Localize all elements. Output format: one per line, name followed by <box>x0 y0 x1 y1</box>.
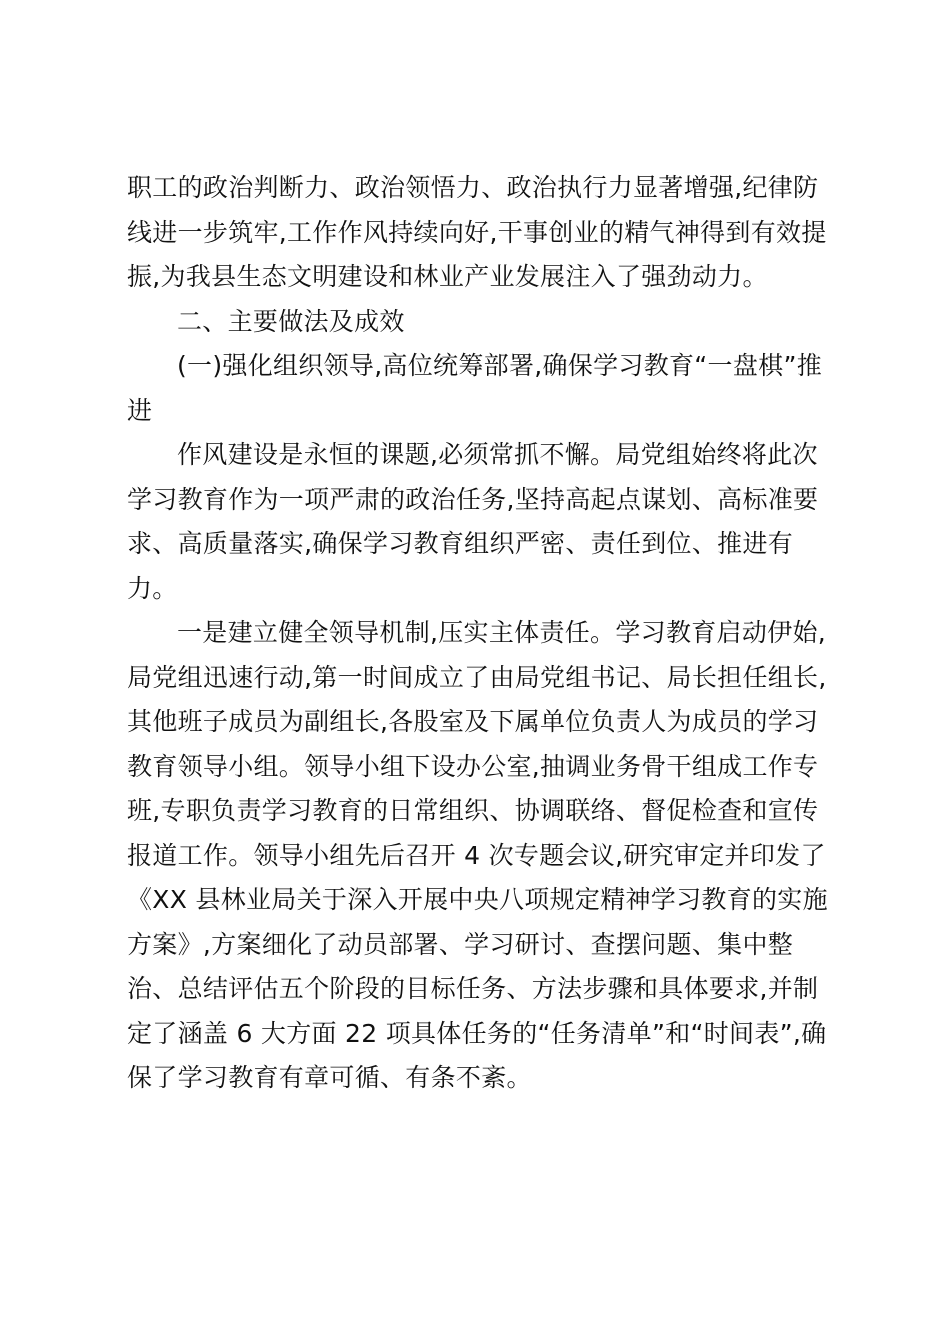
paragraph2-line-1: 一是建立健全领导机制,压实主体责任。学习教育启动伊始, <box>177 618 826 647</box>
subsection-heading-line-1: (一)强化组织领导,高位统筹部署,确保学习教育“一盘棋”推 <box>177 351 823 380</box>
paragraph2-line-5: 班,专职负责学习教育的日常组织、协调联络、督促检查和宣传 <box>127 796 819 825</box>
paragraph1-line-1: 作风建设是永恒的课题,必须常抓不懈。局党组始终将此次 <box>177 440 818 469</box>
section-heading: 二、主要做法及成效 <box>177 306 405 336</box>
paragraph1-line-4: 力。 <box>127 573 178 603</box>
paragraph2-line-6: 报道工作。领导小组先后召开 4 次专题会议,研究审定并印发了 <box>127 840 826 870</box>
paragraph2-line-2: 局党组迅速行动,第一时间成立了由局党组书记、局长担任组长, <box>127 662 827 692</box>
intro-line-3: 振,为我县生态文明建设和林业产业发展注入了强劲动力。 <box>127 262 768 291</box>
paragraph2-line-8: 方案》,方案细化了动员部署、学习研讨、查摆问题、集中整 <box>127 929 794 959</box>
intro-line-2: 线进一步筑牢,工作作风持续向好,干事创业的精气神得到有效提 <box>127 217 827 247</box>
intro-line-1: 职工的政治判断力、政治领悟力、政治执行力显著增强,纪律防 <box>127 173 819 202</box>
paragraph2-line-7: 《XX 县林业局关于深入开展中央八项规定精神学习教育的实施 <box>127 885 828 914</box>
subsection-heading-line-2: 进 <box>127 395 153 425</box>
paragraph1-line-3: 求、高质量落实,确保学习教育组织严密、责任到位、推进有 <box>127 529 794 558</box>
paragraph1-line-2: 学习教育作为一项严肃的政治任务,坚持高起点谋划、高标准要 <box>127 484 819 514</box>
paragraph2-line-3: 其他班子成员为副组长,各股室及下属单位负责人为成员的学习 <box>127 707 819 736</box>
paragraph2-line-11: 保了学习教育有章可循、有条不紊。 <box>127 1063 532 1092</box>
document-body <box>127 166 833 1101</box>
paragraph2-line-4: 教育领导小组。领导小组下设办公室,抽调业务骨干组成工作专 <box>127 751 819 781</box>
paragraph2-line-10: 定了涵盖 6 大方面 22 项具体任务的“任务清单”和“时间表”,确 <box>127 1018 827 1048</box>
paragraph2-line-9: 治、总结评估五个阶段的目标任务、方法步骤和具体要求,并制 <box>127 974 819 1003</box>
